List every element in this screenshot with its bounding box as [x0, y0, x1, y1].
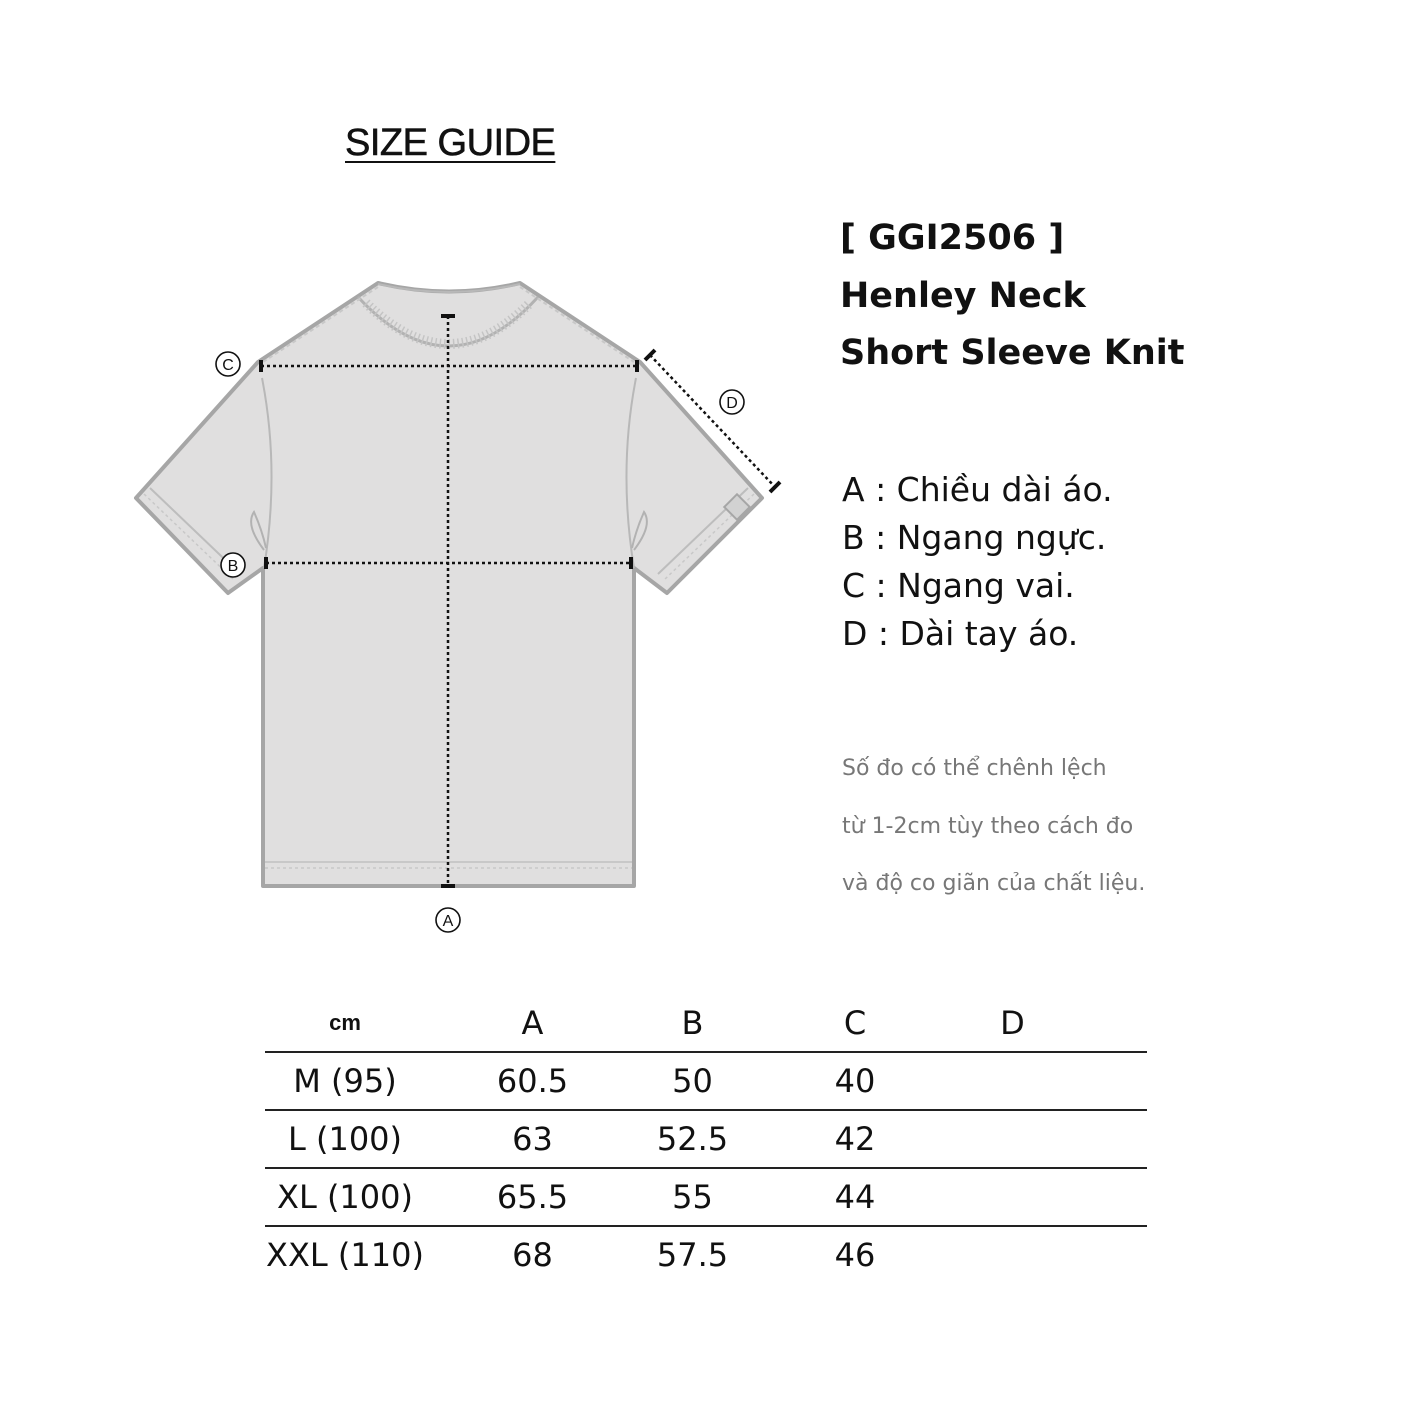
value-c: 46 — [834, 1236, 876, 1274]
header-a: A — [521, 1004, 544, 1042]
svg-text:B: B — [227, 558, 239, 575]
value-b: 50 — [672, 1062, 713, 1100]
measurement-note — [842, 740, 1145, 913]
header-unit: cm — [329, 1010, 361, 1035]
value-b: 57.5 — [656, 1236, 729, 1274]
value-a: 65.5 — [496, 1178, 569, 1216]
value-d — [965, 1168, 1060, 1226]
label-a-marker — [436, 908, 460, 932]
legend-item-c: C : Ngang vai. — [842, 566, 1075, 605]
size-table — [265, 995, 1147, 1283]
label-c-marker — [216, 352, 240, 376]
value-d — [965, 1110, 1060, 1168]
label-b-marker — [221, 553, 245, 577]
note-line-2: từ 1-2cm tùy theo cách đo — [842, 813, 1134, 839]
svg-text:D: D — [726, 395, 738, 412]
value-d — [965, 1226, 1060, 1283]
table-row — [265, 1110, 1147, 1168]
legend-item-a: A : Chiều dài áo. — [842, 470, 1113, 509]
svg-text:A: A — [442, 913, 454, 930]
header-c: C — [843, 1004, 867, 1042]
legend-item-d: D : Dài tay áo. — [842, 614, 1079, 653]
product-name-line1: Henley Neck — [840, 275, 1086, 316]
value-a: 68 — [512, 1236, 553, 1274]
value-c: 42 — [834, 1120, 876, 1158]
note-line-3: và độ co giãn của chất liệu. — [842, 871, 1146, 896]
value-b: 55 — [672, 1178, 713, 1216]
value-a: 63 — [512, 1120, 553, 1158]
size-cell: M (95) — [293, 1062, 397, 1100]
table-row — [265, 1168, 1147, 1226]
table-row — [265, 1226, 1147, 1283]
size-cell: XXL (110) — [266, 1236, 424, 1274]
value-d — [965, 1052, 1060, 1110]
header-b: B — [681, 1004, 704, 1042]
table-header-row — [265, 995, 1147, 1052]
value-c: 44 — [834, 1178, 876, 1216]
measurement-legend — [842, 466, 1113, 658]
product-code: [ GGI2506 ] — [840, 218, 1065, 258]
value-c: 40 — [834, 1062, 876, 1100]
label-d-marker — [720, 390, 744, 414]
size-cell: XL (100) — [277, 1178, 413, 1216]
product-name-line2: Short Sleeve Knit — [840, 333, 1185, 373]
size-cell: L (100) — [287, 1120, 403, 1158]
table-row — [265, 1052, 1147, 1110]
svg-text:C: C — [222, 357, 234, 374]
product-info — [840, 210, 1185, 383]
note-line-1: Số đo có thể chênh lệch — [842, 756, 1107, 781]
page-title: SIZE GUIDE — [345, 122, 556, 164]
value-a: 60.5 — [496, 1062, 569, 1100]
legend-item-b: B : Ngang ngực. — [842, 518, 1107, 557]
value-b: 52.5 — [656, 1120, 729, 1158]
header-spacer — [1060, 995, 1147, 1052]
header-d: D — [1000, 1004, 1025, 1042]
